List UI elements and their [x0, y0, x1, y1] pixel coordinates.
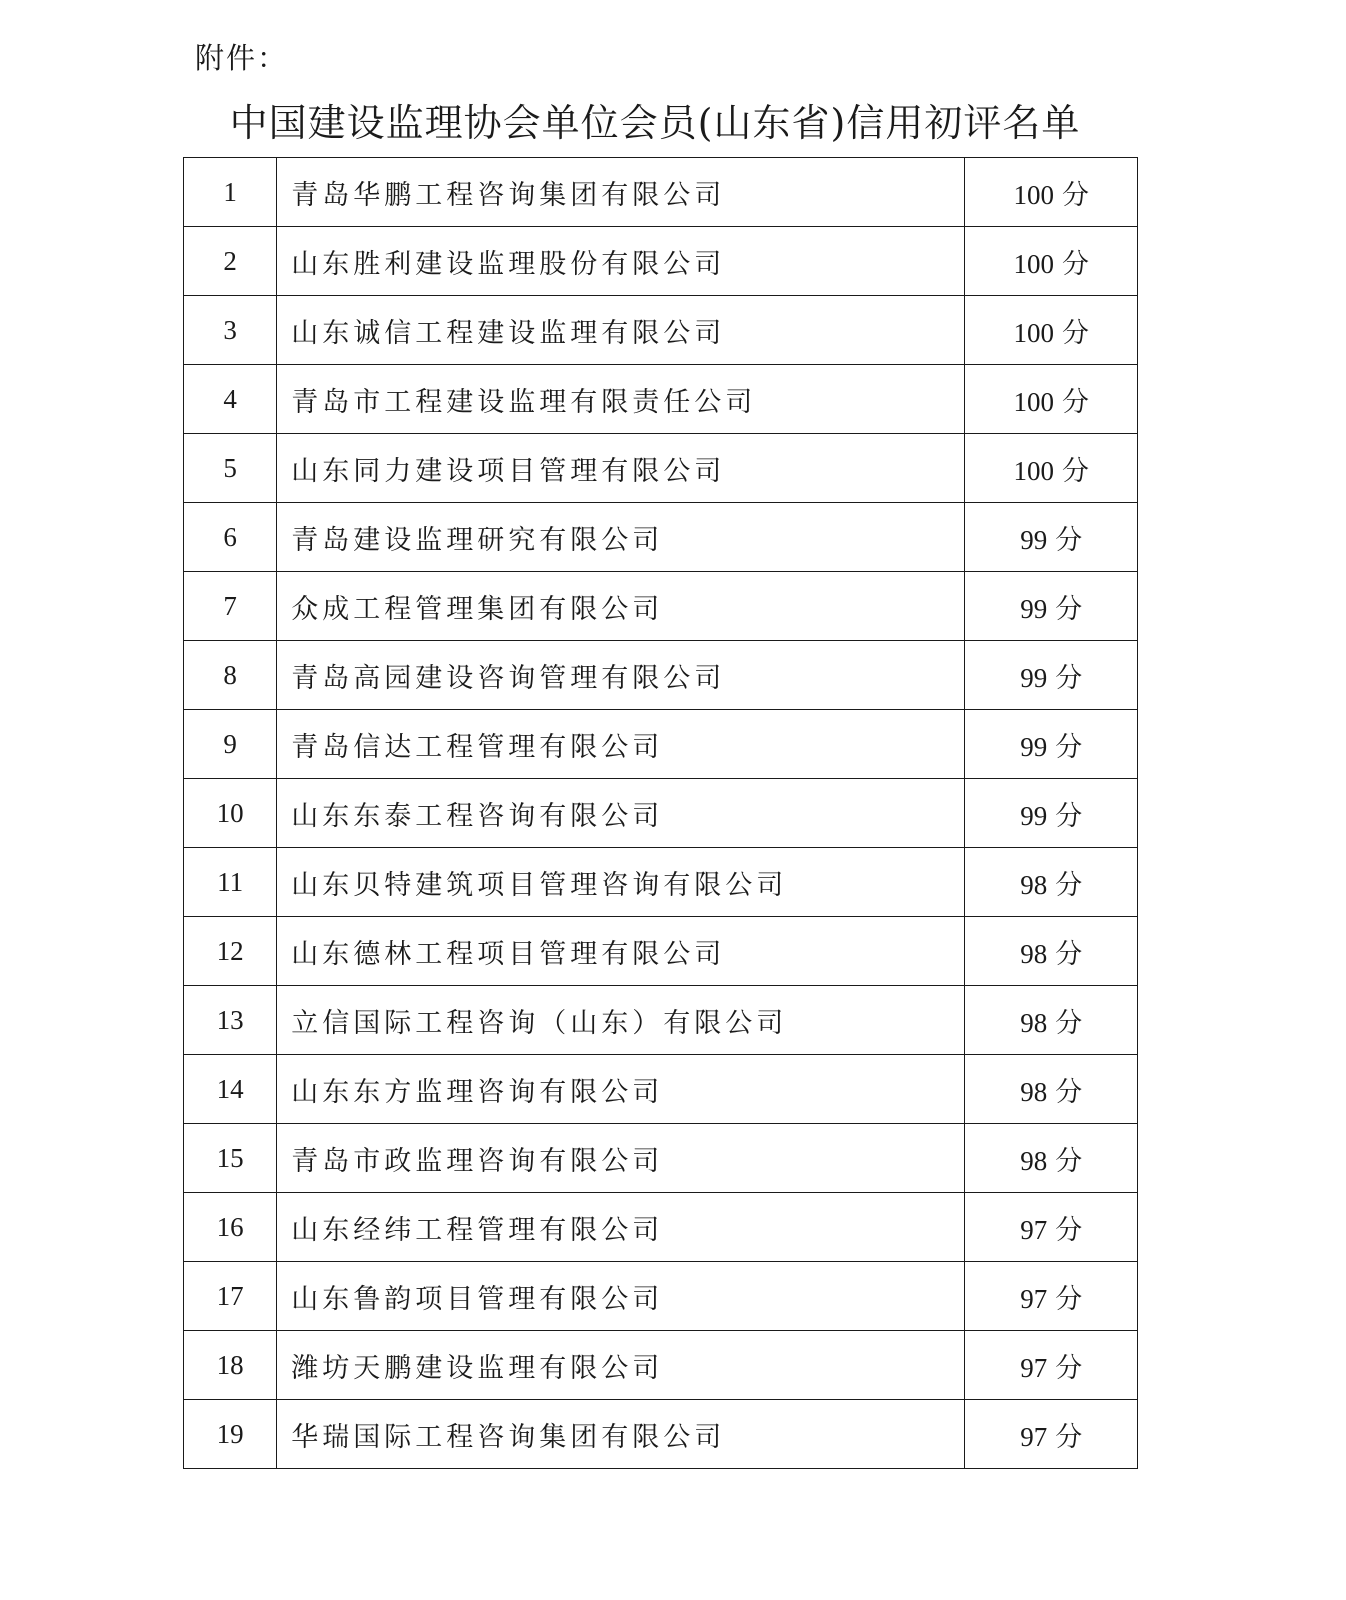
score-value: 98 — [1020, 869, 1048, 900]
row-number: 3 — [184, 296, 277, 365]
company-name: 青岛市工程建设监理有限责任公司 — [277, 365, 965, 434]
credit-score — [965, 503, 1138, 572]
table-row — [184, 779, 1138, 848]
credit-score — [965, 1124, 1138, 1193]
credit-score — [965, 296, 1138, 365]
score-value: 100 — [1013, 317, 1054, 348]
row-number: 19 — [184, 1400, 277, 1469]
credit-score — [965, 1262, 1138, 1331]
company-name: 山东德林工程项目管理有限公司 — [277, 917, 965, 986]
row-number: 6 — [184, 503, 277, 572]
table-row — [184, 503, 1138, 572]
table-row — [184, 1262, 1138, 1331]
credit-score — [965, 1331, 1138, 1400]
row-number: 8 — [184, 641, 277, 710]
company-name: 山东胜利建设监理股份有限公司 — [277, 227, 965, 296]
score-unit: 分 — [1055, 593, 1083, 624]
score-value: 100 — [1013, 248, 1054, 279]
score-unit: 分 — [1055, 1352, 1083, 1383]
row-number: 5 — [184, 434, 277, 503]
company-name: 众成工程管理集团有限公司 — [277, 572, 965, 641]
row-number: 10 — [184, 779, 277, 848]
table-body — [184, 158, 1138, 1469]
score-unit: 分 — [1055, 524, 1083, 555]
table-row — [184, 917, 1138, 986]
score-unit: 分 — [1055, 800, 1083, 831]
score-unit: 分 — [1055, 938, 1083, 969]
row-number: 16 — [184, 1193, 277, 1262]
row-number: 1 — [184, 158, 277, 227]
company-name: 山东东泰工程咨询有限公司 — [277, 779, 965, 848]
table-row — [184, 227, 1138, 296]
table-row — [184, 1400, 1138, 1469]
table-row — [184, 1193, 1138, 1262]
table-row — [184, 986, 1138, 1055]
score-value: 99 — [1020, 800, 1048, 831]
credit-score — [965, 986, 1138, 1055]
score-unit: 分 — [1061, 317, 1089, 348]
score-unit: 分 — [1061, 248, 1089, 279]
score-unit: 分 — [1055, 662, 1083, 693]
credit-score — [965, 641, 1138, 710]
score-unit: 分 — [1055, 1214, 1083, 1245]
credit-score — [965, 365, 1138, 434]
row-number: 12 — [184, 917, 277, 986]
row-number: 4 — [184, 365, 277, 434]
table-row — [184, 1331, 1138, 1400]
company-name: 山东鲁韵项目管理有限公司 — [277, 1262, 965, 1331]
company-name: 青岛信达工程管理有限公司 — [277, 710, 965, 779]
credit-score — [965, 779, 1138, 848]
row-number: 17 — [184, 1262, 277, 1331]
credit-score — [965, 227, 1138, 296]
score-unit: 分 — [1055, 1007, 1083, 1038]
score-value: 98 — [1020, 938, 1048, 969]
score-unit: 分 — [1061, 386, 1089, 417]
table-row — [184, 365, 1138, 434]
company-name: 华瑞国际工程咨询集团有限公司 — [277, 1400, 965, 1469]
score-value: 99 — [1020, 593, 1048, 624]
company-name: 山东同力建设项目管理有限公司 — [277, 434, 965, 503]
credit-score — [965, 158, 1138, 227]
table-row — [184, 848, 1138, 917]
score-value: 100 — [1013, 386, 1054, 417]
score-value: 97 — [1020, 1421, 1048, 1452]
company-name: 山东经纬工程管理有限公司 — [277, 1193, 965, 1262]
row-number: 7 — [184, 572, 277, 641]
table-row — [184, 1055, 1138, 1124]
score-unit: 分 — [1061, 179, 1089, 210]
score-value: 98 — [1020, 1007, 1048, 1038]
document-title: 中国建设监理协会单位会员(山东省)信用初评名单 — [229, 101, 1081, 145]
score-value: 98 — [1020, 1145, 1048, 1176]
score-unit: 分 — [1055, 1283, 1083, 1314]
score-value: 100 — [1013, 179, 1054, 210]
score-value: 97 — [1020, 1283, 1048, 1314]
company-name: 青岛华鹏工程咨询集团有限公司 — [277, 158, 965, 227]
credit-score — [965, 710, 1138, 779]
credit-score — [965, 848, 1138, 917]
credit-score — [965, 572, 1138, 641]
table-row — [184, 710, 1138, 779]
table-row — [184, 572, 1138, 641]
row-number: 9 — [184, 710, 277, 779]
credit-score — [965, 1400, 1138, 1469]
company-name: 山东诚信工程建设监理有限公司 — [277, 296, 965, 365]
row-number: 2 — [184, 227, 277, 296]
table-row — [184, 296, 1138, 365]
row-number: 15 — [184, 1124, 277, 1193]
company-name: 青岛建设监理研究有限公司 — [277, 503, 965, 572]
score-value: 99 — [1020, 662, 1048, 693]
company-name: 潍坊天鹏建设监理有限公司 — [277, 1331, 965, 1400]
score-unit: 分 — [1055, 1145, 1083, 1176]
table-row — [184, 158, 1138, 227]
score-unit: 分 — [1055, 731, 1083, 762]
row-number: 14 — [184, 1055, 277, 1124]
score-value: 100 — [1013, 455, 1054, 486]
attachment-label: 附件： — [195, 41, 289, 75]
company-name: 山东东方监理咨询有限公司 — [277, 1055, 965, 1124]
company-name: 青岛高园建设咨询管理有限公司 — [277, 641, 965, 710]
score-value: 97 — [1020, 1214, 1048, 1245]
score-unit: 分 — [1055, 869, 1083, 900]
score-unit: 分 — [1055, 1421, 1083, 1452]
row-number: 18 — [184, 1331, 277, 1400]
company-name: 立信国际工程咨询（山东）有限公司 — [277, 986, 965, 1055]
credit-score — [965, 434, 1138, 503]
credit-score — [965, 1193, 1138, 1262]
table-row — [184, 1124, 1138, 1193]
table-row — [184, 641, 1138, 710]
row-number: 11 — [184, 848, 277, 917]
table-row — [184, 434, 1138, 503]
score-value: 99 — [1020, 731, 1048, 762]
credit-list-table — [183, 157, 1138, 1469]
score-value: 99 — [1020, 524, 1048, 555]
score-unit: 分 — [1055, 1076, 1083, 1107]
row-number: 13 — [184, 986, 277, 1055]
credit-score — [965, 917, 1138, 986]
score-value: 97 — [1020, 1352, 1048, 1383]
credit-score — [965, 1055, 1138, 1124]
company-name: 山东贝特建筑项目管理咨询有限公司 — [277, 848, 965, 917]
company-name: 青岛市政监理咨询有限公司 — [277, 1124, 965, 1193]
score-unit: 分 — [1061, 455, 1089, 486]
score-value: 98 — [1020, 1076, 1048, 1107]
